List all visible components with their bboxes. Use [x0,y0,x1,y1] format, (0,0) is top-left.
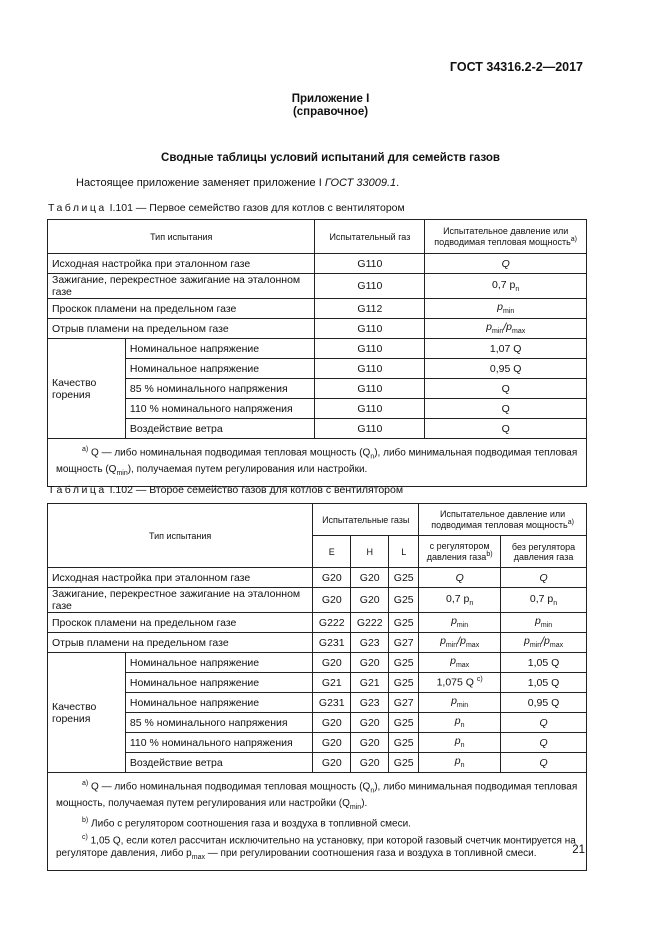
row-gas-l: G25 [389,673,419,693]
row-gas-e: G21 [313,673,351,693]
row-value: Q [425,379,587,399]
row-gas-e: G20 [313,568,351,588]
row-gas-h: G222 [351,613,389,633]
row-gas-h: G20 [351,733,389,753]
table2-header-gases: Испытательные газы [313,504,419,536]
intro-end: . [396,177,400,189]
row-gas-h: G20 [351,713,389,733]
row-gas-l: G25 [389,653,419,673]
row-gas-e: G222 [313,613,351,633]
row-gas: G110 [315,254,425,274]
row-gas-l: G25 [389,713,419,733]
row-value-with: $p_{max}$ [419,653,501,673]
footnote-b: $^{b)}$ Либо с регулятором соотношения газа и воздуха в топливной смеси. [82,817,411,830]
row-gas-h: G20 [351,753,389,773]
row-value-with: $p_n$ [419,733,501,753]
table-row [48,633,587,653]
row-gas-e: G20 [313,653,351,673]
table-row [48,339,587,359]
row-gas: G110 [315,419,425,439]
row-label: Исходная настройка при эталонном газе [48,254,315,274]
row-gas-h: G23 [351,633,389,653]
row-gas-e: G20 [313,733,351,753]
table-row [48,254,587,274]
row-value-with: $p_{min}$ [419,613,501,633]
row-value-with: Q [419,568,501,588]
row-label: 85 % номинального напряжения [125,379,315,399]
row-value: Q [425,419,587,439]
row-value: $p_{min}$ [425,299,587,319]
row-value: $p_{min}/p_{max}$ [425,319,587,339]
row-value-without: Q [501,713,587,733]
row-label: Номинальное напряжение [125,693,312,713]
row-gas: G110 [315,274,425,299]
row-gas-e: G20 [313,753,351,773]
table2-caption [48,484,403,496]
row-label: Номинальное напряжение [125,359,315,379]
row-gas: G112 [315,299,425,319]
table1-header-row [48,220,587,254]
table-row [48,319,587,339]
table1-caption [48,202,405,214]
row-label: 85 % номинального напряжения [125,713,312,733]
table1-footnote: $^{а)}$ Q — либо номинальная подводимая тепловая мощность $(Q_n)$, либо минимальная подводимая тепловая мощность $(Q_{min})$, получаемая путем регулирования или настройки. [48,439,587,487]
intro-text: Настоящее приложение заменяет приложение I [76,177,325,189]
row-gas-h: G23 [351,693,389,713]
intro-paragraph [76,177,399,189]
table2-header-pressure: Испытательное давление или подводимая тепловая мощность$^{а)}$ [419,504,587,536]
row-value-without: $p_{min}/p_{max}$ [501,633,587,653]
row-value-with: $p_{min}$ [419,693,501,713]
table1-caption-text: I.101 — Первое семейство газов для котлов с вентилятором [106,202,405,214]
appendix-number: Приложение I [291,93,370,105]
table-row [48,568,587,588]
appendix-status: (справочное) [292,106,369,118]
row-value-with: 1,075 Q $^{c)}$ [419,673,501,693]
row-value-without: Q [501,733,587,753]
row-value-with: $p_n$ [419,753,501,773]
row-gas: G110 [315,399,425,419]
table-row [48,379,587,399]
row-gas: G110 [315,379,425,399]
row-value: 1,07 Q [425,339,587,359]
row-gas-l: G25 [389,733,419,753]
row-gas-h: G20 [351,568,389,588]
row-gas-e: G20 [313,588,351,613]
row-gas-l: G27 [389,633,419,653]
row-gas-h: G20 [351,588,389,613]
row-value: Q [425,254,587,274]
header-gas-e: E [313,536,351,568]
table1-caption-word: Таблица [48,202,107,214]
row-label: Зажигание, перекрестное зажигание на эталонном газе [48,588,313,613]
row-gas-h: G21 [351,673,389,693]
appendix-title [0,93,661,119]
table-row [48,753,587,773]
row-value-without: 0,7 $p_n$ [501,588,587,613]
table2-caption-text: I.102 — Второе семейство газов для котлов с вентилятором [106,484,404,496]
document-id: ГОСТ 34316.2-2—2017 [449,60,583,74]
row-value-without: 1,05 Q [501,653,587,673]
row-gas-e: G231 [313,693,351,713]
group-label: Качество горения [48,653,126,773]
row-gas-l: G27 [389,693,419,713]
table-row [48,274,587,299]
row-value-with: $p_n$ [419,713,501,733]
table2-footnotes [48,773,587,871]
table2-notes-row [48,773,587,871]
row-gas-h: G20 [351,653,389,673]
row-value-without: Q [501,568,587,588]
footnote-a: $^{а)}$ Q — либо номинальная подводимая тепловая мощность $(Q_n)$, либо минимальная подводимая тепловая мощность, получаемая путем регулирования или настройки $(Q_{min})$. [56,780,578,812]
row-label: Номинальное напряжение [125,339,315,359]
row-gas: G110 [315,339,425,359]
table-i101 [47,219,587,487]
row-label: Проскок пламени на предельном газе [48,299,315,319]
footnote-c: $^{c)}$ 1,05 Q, если котел рассчитан исключительно на установку, при которой газовый счетчик монтируется на регуляторе давления, либо $p_{max}$ — при регулировании соотношения газа и воздуха в топливной смеси. [56,833,576,861]
table2-header-type: Тип испытания [48,504,313,568]
table-row [48,588,587,613]
table-i102 [47,503,587,871]
table1-header-pressure: Испытательное давление или подводимая тепловая мощность$^{а)}$ [425,220,587,254]
header-gas-h: H [351,536,389,568]
intro-reference: ГОСТ 33009.1 [324,177,397,189]
table1-notes-row [48,439,587,487]
row-gas-l: G25 [389,613,419,633]
row-value: 0,95 Q [425,359,587,379]
row-gas: G110 [315,319,425,339]
row-value-without: 0,95 Q [501,693,587,713]
row-gas-l: G25 [389,753,419,773]
row-value-without: $p_{min}$ [501,613,587,633]
row-label: Зажигание, перекрестное зажигание на эталонном газе [48,274,315,299]
row-label: Номинальное напряжение [125,653,312,673]
table1-header-gas: Испытательный газ [315,220,425,254]
table-row [48,419,587,439]
row-label: Исходная настройка при эталонном газе [48,568,313,588]
table2-header-row [48,504,587,536]
row-label: Отрыв пламени на предельном газе [48,319,315,339]
row-label: 110 % номинального напряжения [125,399,315,419]
table-row [48,653,587,673]
header-with-regulator: с регулятором давления газа$^{b)}$ [419,536,501,568]
row-label: Номинальное напряжение [125,673,312,693]
row-label: Проскок пламени на предельном газе [48,613,313,633]
row-gas-e: G20 [313,713,351,733]
table-row [48,713,587,733]
table-row [48,359,587,379]
row-value-without: Q [501,753,587,773]
table1-header-type: Тип испытания [48,220,315,254]
group-label: Качество горения [48,339,126,439]
row-label: 110 % номинального напряжения [125,733,312,753]
table-row [48,733,587,753]
row-label: Отрыв пламени на предельном газе [48,633,313,653]
header-without-regulator: без регулятора давления газа [501,536,587,568]
table-row [48,399,587,419]
row-gas: G110 [315,359,425,379]
row-value-with: $p_{min}/p_{max}$ [419,633,501,653]
row-value-with: 0,7 $p_n$ [419,588,501,613]
row-value: 0,7 $p_n$ [425,274,587,299]
table-row [48,673,587,693]
header-gas-l: L [389,536,419,568]
row-value-without: 1,05 Q [501,673,587,693]
table2-caption-word: Таблица [48,484,107,496]
table-row [48,693,587,713]
page-number: 21 [572,844,585,856]
row-label: Воздействие ветра [125,753,312,773]
table-row [48,299,587,319]
row-gas-l: G25 [389,588,419,613]
row-gas-e: G231 [313,633,351,653]
table-row [48,613,587,633]
section-title: Сводные таблицы условий испытаний для семейств газов [161,152,500,164]
row-gas-l: G25 [389,568,419,588]
row-value: Q [425,399,587,419]
row-label: Воздействие ветра [125,419,315,439]
